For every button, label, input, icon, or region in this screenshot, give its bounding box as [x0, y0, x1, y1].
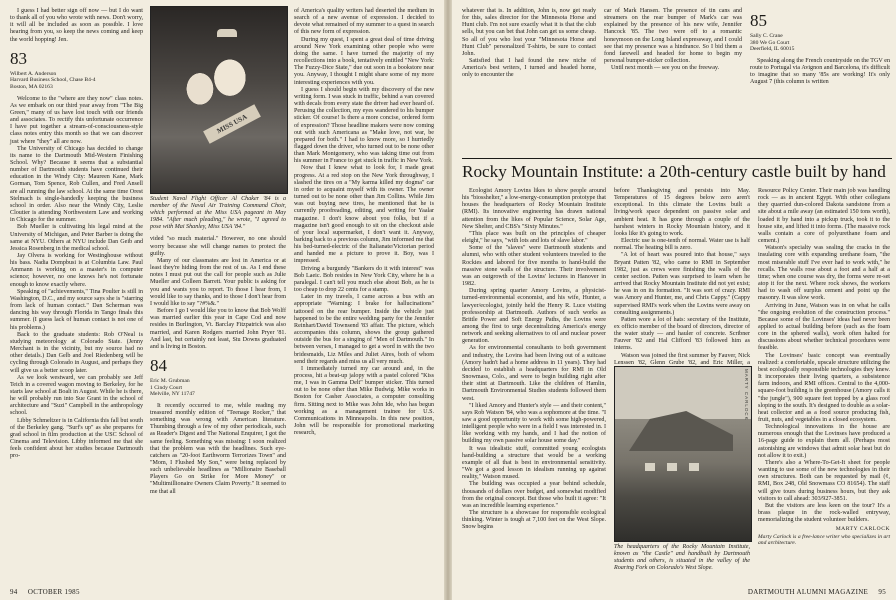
- article-byline: MARTY CARLOCK: [835, 526, 890, 533]
- para: of America's quality writers had deserted the medium in search of a new avenue of expression. I decided to devote what remained of my summer to a quest in search of this new form of expression.: [294, 8, 434, 36]
- para: "A lot of heart was poured into that house," says Bryant Patten '82, who came to RMI in September 1982, just as crews were finishing the walls of the center section. Patten was surprised to learn when he arrived that Rocky Mountain Institute did not yet exist; he was in on its formation. "It was sort of crazy. RMI was Amory and Hunter, me, and Chris Cappy." (Cappy supervised RMI's work when the Lovins were away on consulting assignments.): [614, 252, 750, 316]
- castle-roof-shape: [629, 411, 733, 451]
- photo-sash: MISS USA: [203, 104, 261, 144]
- photo-caption: Student Naval Flight Officer Al Chaker '84 is a member of the Naval Air Training Command Choir, which performed at the Miss USA pageant in May 1984. "After much pleading," he wrote, "I agreed to pose with Mai Shanley, Miss USA '84.": [150, 196, 286, 231]
- para: As for environmental consultants to both government and industry, the Lovins had been living out of a suitcase (Amory hadn't had a home address in 11 years). They had decided to establish a headquarters for RMI in Old Snowmass, Colo., and were to begin building right after their stint at Dartmouth. Like the children of Hamlin, Dartmouth Environmental Studies students followed them west.: [462, 345, 606, 402]
- para: Patten wore a lot of hats: secretary of the Institute, ex officio member of the board of directors, director of the water study — and hauler of concrete. Scribner Fauver '82 and Hal Clifford '83 followed him as interns.: [614, 316, 750, 352]
- class-address-84: Eric M. Grubman 1 Cindy Court Melville, NY 11747: [150, 377, 195, 398]
- class-notes-col-3: [294, 8, 434, 437]
- para: During spring quarter Amory Lovins, a physicist-turned-environmental economist, and his wife, Hunter, a lawyer/ecologist, jointly held the Henry R. Luce visiting professorship at Dartmouth. Authors of such works as Brittle Power and Soft Energy Paths, the Lovins were among the first to urge decentralizing America's energy network and seeking alternatives to oil and nuclear power generation.: [462, 288, 606, 345]
- castle-window: [645, 463, 655, 471]
- para: Jay Olvera is working for Westinghouse without his bass. Nadia Dompbusi is at Columbia Law. Paul Ammann is working on a master's in computer science; however, no one knows he's not fortunate enough to know exactly where.: [10, 253, 143, 288]
- para: I immediately turned my car around and, in the process, hit a beat-up jalopy with a pastel colored "Kiss me, I was in Gamma Delt" bumper sticker. This turned out to be none other than Mike Budwig. Mike works in Boston for Casher Associates, a computer consulting firm. Sitting next to Mike was John Ide, who has begun working as a management trainee for U.S. Communications in Minneapolis. In this new position, John will be responsible for promotional marketing research,: [294, 365, 434, 437]
- para: The University of Chicago has decided to change its name to the Dartmouth Mid-Western Finishing School. Why? Because it seems that a substantial number of Dartmouth students have continued their education in the Windy City: Maureen Kane, Mark Gorman, Tom Spence, Rob Cullen, and Fred Ansell are all running the law school. At the same time Orest Stelmach is single-handedly keeping the business school in order. Also near the Windy City, Leslie Cloutier is attending Northwestern Law and working in Chicago for the summer.: [10, 145, 143, 224]
- para: Many of our classmates are lost in America or at least they're hiding from the rest of us. As I end these notes I must put out the call for people such as Julie Mueller and Colleen Barrett. Your public is asking for you and wants you to report. To those I hear from, I would like to say thanks, and to those I don't hear from I would like to say "?#%&.": [150, 257, 286, 307]
- class-address-83: Wilbert A. Anderson Harvard Business School, Chase B4-4 Boston, MA 02163: [10, 70, 96, 90]
- para: car of Mark Hansen. The presence of tin cans and streamers on the rear bumper of Mark's car was explained by the presence of his new wife, Jennifer Hancock '85. The two were off to a romantic honeymoon on the Long Island expressway, and I could see that my presence was a hindrance. So I bid them a fond farewell and headed for home to begin my personal bumper-sticker collection.: [604, 8, 742, 65]
- magazine-name: DARTMOUTH ALUMNI MAGAZINE: [747, 588, 869, 596]
- left-folio: [10, 588, 80, 596]
- para: Welcome to the "where are they now" class notes. As we embark on our third year away from "The Big Green," many of us have lost touch with our friends and associates. To rectify this unfortunate occurrence I have put together a stream-of-consciousness-style class notes entry this month so that we can discover just where "they" all are now.: [10, 95, 143, 145]
- photo-credit: MARTY CARLOCK: [744, 369, 749, 421]
- para: But the visitors are less keen on the tour? It's a brass plaque in the rock-walled entryway, memorializing the student volunteer builders.: [758, 502, 890, 524]
- para: Until next month — see you on the freeway.: [611, 65, 720, 72]
- class-notes-col-1: [10, 8, 143, 461]
- para: Arriving in June, Watson was in on what he calls "the ongoing evolution of the construction process." Because some of the Lovinses' ideas had never been applied to actual building before (such as the foam core in the sphered walls), work often halted for discussions about whether technical procedures were feasible.: [758, 302, 890, 352]
- intro-para: I guess I had better sign off now — but I do want to thank all of you who wrote with news. Don't worry, it will all be included as soon as possible. I love hearing from you, so keep the news coming and keep the world hopping! Jen.: [10, 8, 143, 43]
- para: Ecologist Amory Lovins likes to show people around his "biosshelter," a low-energy-consumption prototype that houses the headquarters of Rocky Mountain Institute (RMI). Its innovative engineering has drawn national attention from the likes of Popular Science, Solar Age, New Shelter, and CBS's "Sixty Minutes.": [462, 188, 606, 230]
- para: Resource Policy Center. Their main job was handling rock — as in ancient Egypt. With other collegians they quarried dun-colored Dakota sandstone from a site about a mile away (an estimated 150 tons worth), loaded it by hand into a pickup truck, took it to the house site, and lifted it into forms. (The massive rock walls contain a core of polyurethane foam and cement.): [758, 188, 890, 245]
- para: Satisfied that I had found the new niche of America's best writers, I turned and headed home, only to encounter the: [462, 58, 596, 79]
- para: Speaking of "achievements," Tina Poulter is still in Washington, D.C., and my source says she is "starring from lack of human contact." Dan Scherman was dancing his way through Florida in Tango finals this summer. (I guess lack of human contact is not one of his problems.): [10, 288, 143, 331]
- page-gutter: [444, 0, 452, 600]
- class-number-84: 84: [150, 355, 167, 375]
- castle-caption: The headquarters of the Rocky Mountain Institute, known as "the Castle" and handbuilt by Dartmouth students and others, is situated in the valley of the Roaring Fork on Colorado's West Slope.: [614, 544, 750, 572]
- article-col-1: [462, 188, 606, 532]
- para: Libby Schmeltzer is in California this fall but south of the Berkeley gang. "Surf's up" as she prepares for grad school in film production at the USC School of Cinema and Television. Libby informed me that she feels confident about her studies because Dartmouth pro-: [10, 417, 143, 460]
- right-page: [452, 0, 896, 600]
- para: The Lovinses' basic concept was eventually realized: a comfortable, upscale structure utilizing the best ecologically responsible technologies they knew. It incorporates their living quarters, a subsistence farm indoors, and RMI offices. Central to the 4,000-square-foot building is the greenhouse (Amory calls it "the jungle"), 900 square feet topped by a glass roof sloping to the south. It's designed to double as a solar-heat collector and as a food source producing fish, fruit, nuts, and vegetables in a closed ecosystem.: [758, 352, 890, 423]
- para: Back to the graduate students: Rob O'Neal is studying meteorology at Colorado State. (Jenny Merchant is in the vicinity, but my source had no other details.) Dan Gelb and Joel Riedenberg will be cycling through Colorado in August, and perhaps they will give us a better scoop later.: [10, 331, 143, 374]
- para: Speaking along the French countryside on the TGV en route to Portugal via Avignon and Barcelona, it's difficult to imagine that so many '85s are working! It's only August 7 (this column is written: [750, 57, 890, 86]
- para: The structure is a showcase for responsible ecological thinking. Winter is tough at 7,100 feet on the West Slope. Snow begins: [462, 510, 606, 531]
- para: Technological innovations in the house are numerous enough that the Lovinses have produced a 16-page guide to explain them all. (Perhaps most astonishing are windows that admit solar heat but do not allow it to exit.): [758, 424, 890, 459]
- para: before Thanksgiving and persists into May. Temperatures of 15 degrees below zero aren't exceptional. In this climate the Lovins built a living/work space dependent on passive solar and ambient heat. It has gone through a couple of the harshest winters in Rocky Mountain history, and it looks like it's going to work.: [614, 188, 750, 237]
- class-address-85: Sally C. Crane 380 We Go Court Deerfield, IL 60015: [750, 33, 795, 53]
- para: Later in my travels, I came across a bus with an appropriate "Warning: I brake for hallucinations" tattooed on the rear bumper. Inside the vehicle just happened to be the entire wedding party for the Jennifer Reinhart/David Townsend '83 affair. The picture, which accompanies this column, shows the group gathered outside the bus for a singing of "Men of Dartmouth." In between verses, I managed to get a word in with the two bridesmaids, Liz Miles and Juliet Aires, both of whom send their regards and miss us all very much.: [294, 294, 434, 365]
- issue-date: OCTOBER 1985: [27, 588, 80, 596]
- para: "I liked Amory and Hunter's style — and their content," says Rob Watson '84, who was a sophomore at the time. "I saw a good opportunity to work with some high-powered, intelligent people who were in a field I was interested in. I like working with my hands, and I had the notion of building my own passive solar house some day.": [462, 402, 606, 445]
- left-page: [0, 0, 444, 600]
- crown-shape: [217, 29, 237, 37]
- article-headline: Rocky Mountain Institute: a 20th-century castle built by hand: [462, 162, 886, 181]
- para: Watson's specialty was sealing the cracks in the insulating core with expanding urethane foam, "the most miserable stuff I've ever had to work with," he recalls. The walls rose about a foot and a half at a time; when one course was dry, the forms were re-set atop it for the next. Where rock shows, the workers had to wash off surplus cement and point up the masonry. It was slow work.: [758, 245, 890, 302]
- para: Electric use is one-tenth of normal. Water use is half normal. The heating bill is zero.: [614, 238, 750, 252]
- class-number-85: 85: [750, 11, 767, 30]
- para: There's also a Where-To-Get-It sheet for people wanting to use some of the new technologies in their own structures. Both can be requested by mail (¢, RMI, Box 248, Old Snowmass CO 81654). The staff will give tours during business hours, but they ask visitors to call ahead: 303/927-3851.: [758, 459, 890, 502]
- para: vided "so much material." However, no one should worry because she will change names to protect the guilty.: [150, 236, 286, 257]
- castle-window: [667, 463, 677, 471]
- para: Before I go I would like you to know that Bob Wolff was married earlier this year in Cape Cod and now resides in Burlington, Vt. Barclay Fitzpatrick was also married, and Karen Rodgers married John Pryer '81. And last, but certainly not least, Stu Downs graduated and is living in Boston.: [150, 308, 286, 350]
- para: Now that I knew what to look for, I made great progress. At a red stop on the New York throughway, I slashed the tires on a "My karma killed my dogma" car in order to acquaint myself with its owner. The owner turned out to be none other than Jim Collins. While Jim was out buying new tires, he mentioned that he is currently proofreading, editing, and writing for Yaalar magazine. I don't know about you folks, but if a magazine isn't good enough to sit on the checkout aisle of your local supermarket, I don't want it. Anyway, barking back to a previous column, Jim informed me that his bed-turned-electric of the Italianate/Victorian period and handed me a picture to prove it. Boy, was I impressed.: [294, 165, 434, 265]
- castle-window: [689, 463, 699, 471]
- class-notes-col-c: [750, 8, 890, 86]
- article-col-3: [758, 188, 890, 547]
- article-col-2: [614, 188, 750, 381]
- para: As we look westward, we can probably see Jeff Teich in a covered wagon moving to Berkeley, for he starts law school at Boalt in August. While he is there, he will probably run into Sue Grant in the school of architecture and "Suzi" Campbell in the anthropology school.: [10, 374, 143, 417]
- page-number: 95: [878, 588, 886, 596]
- page-number: 94: [10, 588, 18, 596]
- byline-note: Marty Carlock is a free-lance writer who specializes in art and architecture.: [758, 533, 890, 547]
- miss-usa-photo: [150, 6, 288, 194]
- class-notes-col-2: [150, 196, 286, 496]
- para: Watson was joined the first summer by Fauver, Nick Lenssen '82, Glenn Grube '82, and Eric Miller, a: [614, 352, 750, 366]
- para: Some of the "slaves" were Dartmouth students and alumni, who with other student volunteers traveled to the Rockies and labored for five months to hand-build the massive stone walls of the structure. Their involvement was an outgrowth of the Lovins' lectures in Hanover in 1982.: [462, 245, 606, 288]
- para: "This place was built on the principles of cheaper eleight," he says, "with lots and lots of slave labor.": [462, 230, 606, 245]
- right-folio: [748, 588, 886, 596]
- para: It recently occurred to me, while reading my treasured monthly edition of "Teenage Rocker," that something was wrong with American literature. Thumbing through a few of my other periodicals, such as Reader's Digest and The National Enquirer, I got the same feeling. Something was missing: I soon realized that the problem was with the headlines. Such eye-catchers as "20-foot Earthworm Terrorizes Town" and "Mom, I Flushed My Son," were being replaced by such unbelievable headlines as "Millionaire Baseball Players Go on Strike for More Money" or "Multimillionaire Owners Claim Poverty." It seemed to me that all: [150, 402, 286, 495]
- para: The building was occupied a year behind schedule, thousands of dollars over budget, and somewhat modified from the original concept. But those who built it agree: "It was an incredible learning experience.": [462, 481, 606, 509]
- class-notes-col-a: [462, 8, 596, 80]
- para: I guess I should begin with my discovery of the new writing form. I was stuck in traffic, behind a van covered with decals from every state the driver had ever heard of. Perusing the collection, my eyes wandered to his bumper sticker. Of course! Is there a more concise, ordered form of expression? Those headline makers were now coming out with such Americana as "Make love, not war, be prepared for both." I had to know more, so I hurriedly flagged down the driver, who turned out to be none other than Mark Montgomery, who was taking time out from his summer in France to get stuck in traffic in New York.: [294, 86, 434, 165]
- para: Bob Mueller is cultivating his legal mind at the University of Michigan, and Peter Barber is doing the same at NYU. Others at NYU include Dan Geib and Jessica Rosenberg in the medical school.: [10, 224, 143, 252]
- headline-rule: [462, 158, 892, 159]
- class-number-83: 83: [10, 48, 27, 68]
- castle-photo: [614, 366, 752, 542]
- para: During my quest, I spent a great deal of time driving around New York examining other people who were doing the same. I have turned the majority of my recollections into a book, tentatively entitled "New York: The Fuzzy-Dice State," due out soon in a bookstore near you. Anyway, I thought I might share some of my more interesting experiences with you.: [294, 36, 434, 86]
- para: whatever that is. In addition, John is, now get ready for this, sales director for the Minnesota Horse and Hunt club. I'm not sure exactly what it is that the club sells, but you can bet that John can get us some cheap. So all of you who lost your "Minnesota Horse and Hunt Club" personalized T-shirts, be sure to contact John.: [462, 8, 596, 57]
- class-notes-col-b: [604, 8, 742, 72]
- para: Driving a burgundy "Bankers do it with interest" was Bob Laeic. Bob resides in New York City, where he is a paralegal. I can't tell you much else about Bob, as he is too cheap to drop 22 cents for a stamp.: [294, 265, 434, 294]
- para: It was idealistic stuff, committed young ecologists hand-building a structure that would be a working example of all that is best in environmental sensitivity. "We got a good lesson in idealism running up against reality," Watson mused.: [462, 445, 606, 481]
